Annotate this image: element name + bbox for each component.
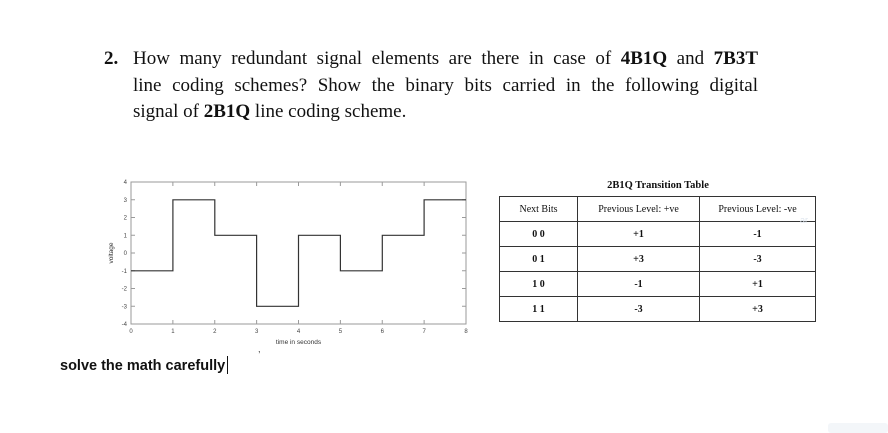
y-tick-label: 0: [123, 251, 127, 257]
cell-bits: 1 1: [500, 297, 578, 322]
y-tick-label: -2: [121, 286, 127, 293]
cell-level: +1: [700, 272, 816, 297]
table-header-row: [500, 197, 816, 222]
x-tick-label: 2: [213, 329, 217, 335]
cell-level: -3: [578, 297, 700, 322]
y-tick-label: 1: [123, 233, 127, 240]
y-axis-label: voltage: [108, 242, 115, 264]
cell-level: -1: [578, 272, 700, 297]
question-number: 2.: [104, 48, 119, 69]
y-tick-label: -4: [121, 322, 127, 328]
cell-level: +3: [578, 247, 700, 272]
x-tick-label: 0: [129, 329, 133, 335]
cell-level: +3: [700, 297, 816, 322]
x-tick-label: 8: [464, 329, 468, 335]
header-prev-negative: Previous Level: -ve: [700, 197, 816, 222]
table-row: [500, 272, 816, 297]
text-cursor: [227, 356, 228, 374]
question-line-3: signal of 2B1Q line coding scheme.: [133, 101, 407, 122]
y-tick-label: -1: [121, 268, 127, 275]
cell-bits: 0 0: [500, 222, 578, 247]
x-tick-label: 1: [171, 329, 175, 335]
y-tick-label: -3: [121, 304, 127, 311]
cell-level: -1: [700, 222, 816, 247]
y-tick-label: 2: [123, 215, 127, 222]
y-tick-label: 4: [123, 180, 127, 186]
question-text: [133, 46, 758, 126]
table-row: [500, 297, 816, 322]
cell-level: -3: [700, 247, 816, 272]
table-row: [500, 222, 816, 247]
header-prev-positive: Previous Level: +ve: [578, 197, 700, 222]
transition-table: [499, 196, 816, 322]
signal-line: [131, 200, 466, 306]
cell-level: +1: [578, 222, 700, 247]
faint-overlay-text: ar: [800, 215, 809, 225]
table-title: 2B1Q Transition Table: [607, 180, 709, 191]
stray-mark: ,: [258, 344, 261, 354]
x-tick-label: 7: [422, 329, 426, 335]
x-tick-label: 6: [380, 329, 384, 335]
cell-bits: 0 1: [500, 247, 578, 272]
question-line-2: line coding schemes? Show the binary bits carried in the following digital: [133, 74, 758, 96]
cell-bits: 1 0: [500, 272, 578, 297]
header-next-bits: Next Bits: [500, 197, 578, 222]
table-row: [500, 247, 816, 272]
x-axis-label: time in seconds: [275, 339, 322, 346]
x-tick-label: 3: [254, 329, 259, 335]
corner-widget[interactable]: [828, 423, 888, 433]
x-tick-label: 5: [338, 329, 343, 335]
question-line-1: How many redundant signal elements are there in case of 4B1Q and 7B3T: [133, 48, 758, 69]
prompt-input[interactable]: [60, 356, 228, 374]
y-tick-label: 3: [123, 197, 127, 204]
signal-plot: [100, 170, 480, 348]
prompt-text: solve the math carefully: [60, 358, 226, 374]
x-tick-label: 4: [296, 329, 301, 335]
